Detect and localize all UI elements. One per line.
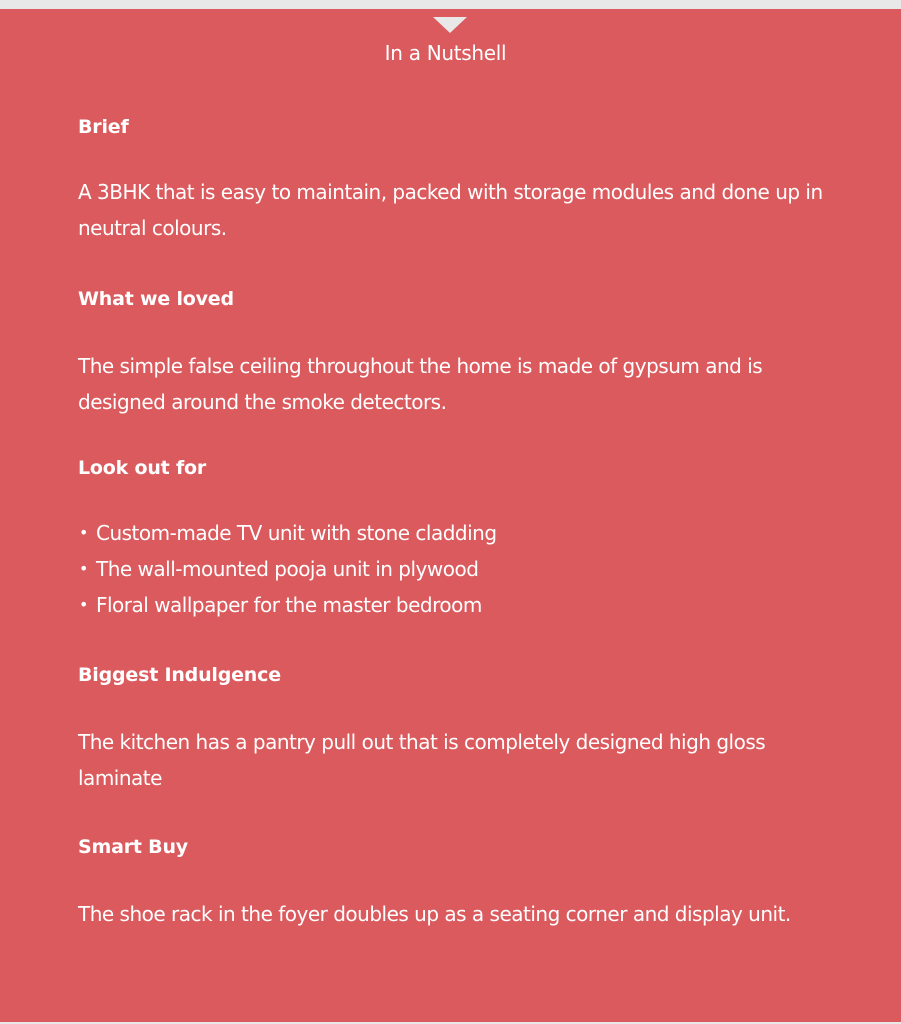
- list-item-text: Custom-made TV unit with stone cladding: [96, 521, 497, 545]
- bullet-dot-icon: •: [79, 523, 88, 542]
- panel-title: In a Nutshell: [384, 41, 507, 65]
- smartbuy-text: The shoe rack in the foyer doubles up as a seating corner and display unit.: [78, 902, 791, 926]
- list-item-text: Floral wallpaper for the master bedroom: [96, 593, 482, 617]
- lookout-list: [78, 515, 497, 623]
- list-item: [78, 551, 497, 587]
- smartbuy-heading: Smart Buy: [78, 836, 188, 858]
- list-item: [78, 515, 497, 551]
- indulgence-text: The kitchen has a pantry pull out that is completely designed high gloss laminate: [78, 730, 766, 790]
- list-item-text: The wall-mounted pooja unit in plywood: [96, 557, 479, 581]
- brief-heading: Brief: [78, 116, 129, 138]
- loved-text: The simple false ceiling throughout the home is made of gypsum and is designed around the smoke detectors.: [78, 354, 763, 414]
- bullet-dot-icon: •: [79, 559, 88, 578]
- panel-notch: [433, 17, 467, 33]
- lookout-heading: Look out for: [78, 457, 207, 479]
- nutshell-panel: [0, 9, 901, 1022]
- bullet-dot-icon: •: [79, 595, 88, 614]
- indulgence-heading: Biggest Indulgence: [78, 664, 281, 686]
- list-item: [78, 587, 497, 623]
- loved-heading: What we loved: [78, 288, 234, 310]
- top-strip: [0, 0, 901, 9]
- brief-text: A 3BHK that is easy to maintain, packed with storage modules and done up in neutral colours.: [78, 180, 823, 240]
